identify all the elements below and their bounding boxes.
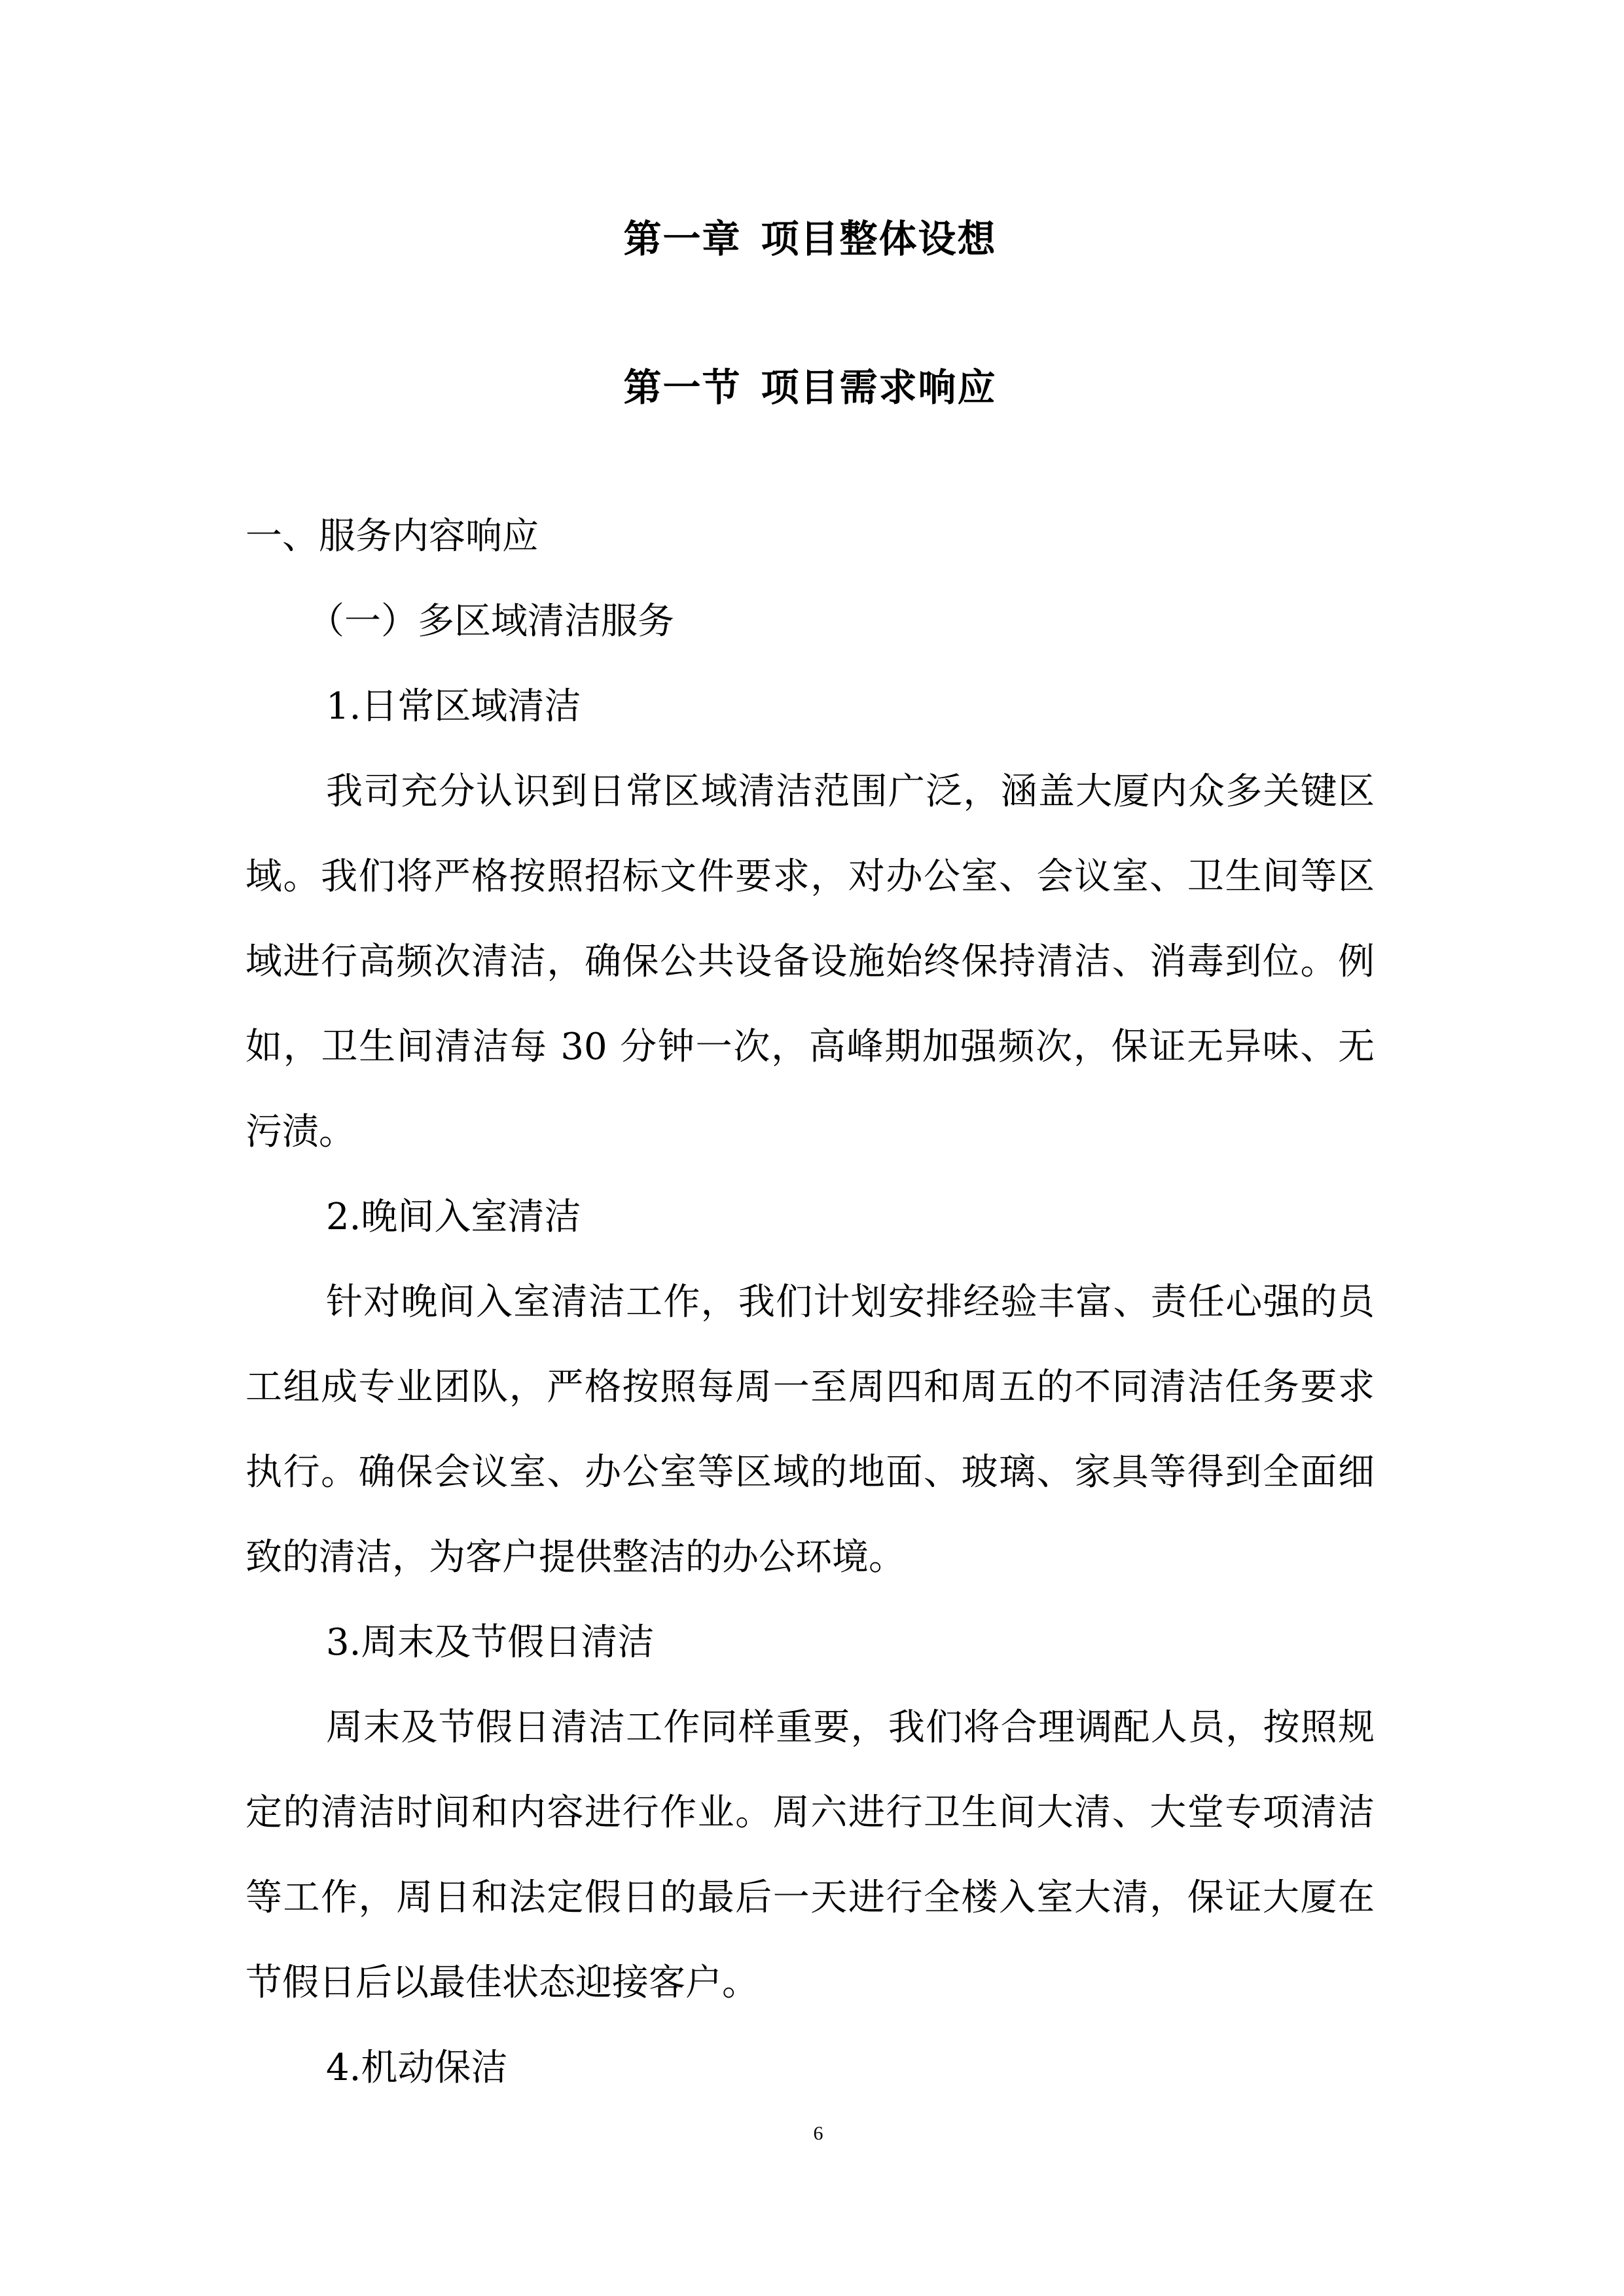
item-title-evening-cleaning: 2.晚间入室清洁 <box>326 1196 581 1238</box>
heading-level2: （一）多区域清洁服务 <box>308 600 674 643</box>
section-number: 第一节 <box>623 365 742 410</box>
paragraph-line: 域进行高频次清洁，确保公共设备设施始终保持清洁、消毒到位。例 <box>245 941 1375 983</box>
paragraph-line: 我司充分认识到日常区域清洁范围广泛，涵盖大厦内众多关键区 <box>326 770 1375 813</box>
paragraph-line: 节假日后以最佳状态迎接客户。 <box>245 1962 759 2004</box>
heading-level1: 一、服务内容响应 <box>245 515 539 558</box>
paragraph-line: 周末及节假日清洁工作同样重要，我们将合理调配人员，按照规 <box>326 1706 1375 1749</box>
item-title-daily-cleaning: 1.日常区域清洁 <box>326 685 581 728</box>
item-title-weekend-holiday-cleaning: 3.周末及节假日清洁 <box>326 1621 655 1664</box>
paragraph-line: 污渍。 <box>245 1111 355 1153</box>
chapter-number: 第一章 <box>623 217 742 261</box>
paragraph-line: 域。我们将严格按照招标文件要求，对办公室、会议室、卫生间等区 <box>245 855 1375 898</box>
page-number: 6 <box>813 2123 823 2144</box>
item-title-mobile-cleaning: 4.机动保洁 <box>326 2047 508 2089</box>
chapter-name: 项目整体设想 <box>761 217 997 261</box>
section-title <box>245 365 1375 410</box>
paragraph-line: 针对晚间入室清洁工作，我们计划安排经验丰富、责任心强的员 <box>326 1281 1375 1323</box>
section-name: 项目需求响应 <box>761 365 997 410</box>
paragraph-line: 等工作，周日和法定假日的最后一天进行全楼入室大清，保证大厦在 <box>245 1876 1375 1919</box>
chapter-title <box>245 216 1375 262</box>
paragraph-line: 致的清洁，为客户提供整洁的办公环境。 <box>245 1536 905 1579</box>
paragraph-line: 执行。确保会议室、办公室等区域的地面、玻璃、家具等得到全面细 <box>245 1451 1375 1494</box>
paragraph-line: 工组成专业团队，严格按照每周一至周四和周五的不同清洁任务要求 <box>245 1366 1375 1408</box>
paragraph-line: 如，卫生间清洁每 30 分钟一次，高峰期加强频次，保证无异味、无 <box>245 1026 1375 1068</box>
paragraph-line: 定的清洁时间和内容进行作业。周六进行卫生间大清、大堂专项清洁 <box>245 1791 1375 1834</box>
